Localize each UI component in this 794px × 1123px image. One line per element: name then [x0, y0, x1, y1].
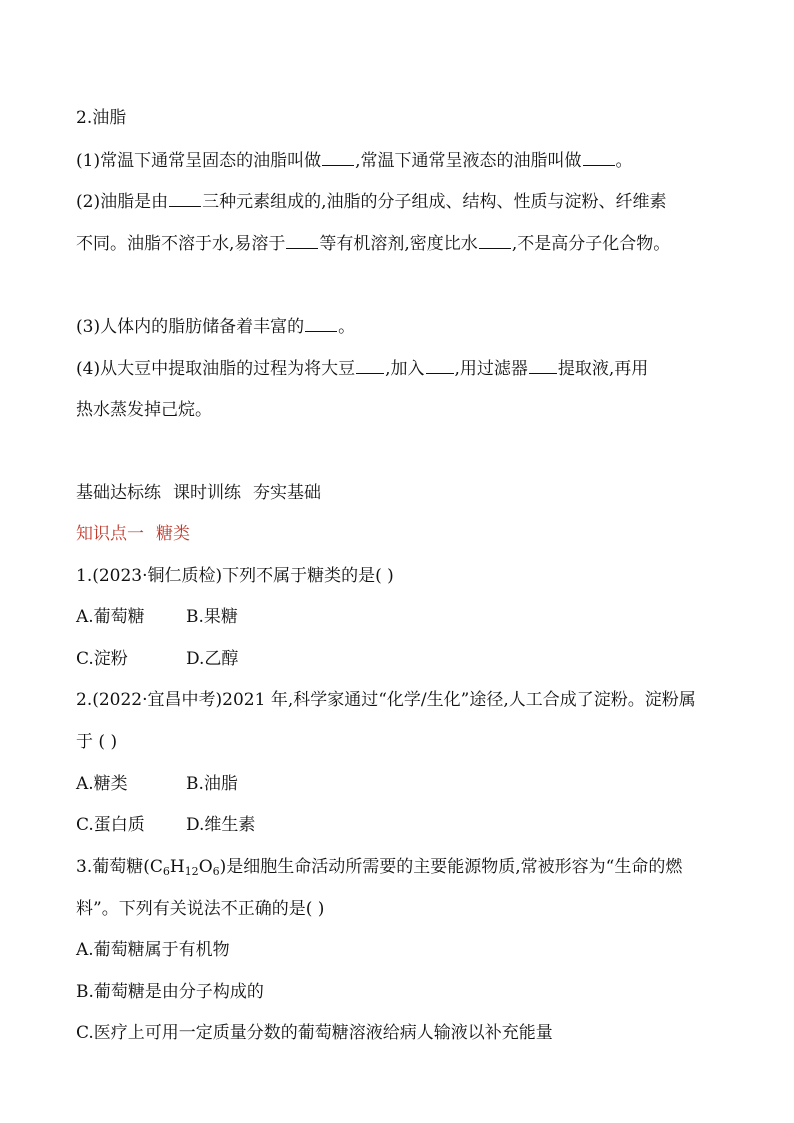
q3-text: O: [198, 857, 213, 877]
answer-blank[interactable]: [169, 190, 201, 207]
question-3-stem-line2: 料”。下列有关说法不正确的是( ): [76, 899, 325, 919]
option-b[interactable]: B.果糖: [186, 607, 238, 627]
oil-q2-line2: [76, 232, 726, 255]
question-2-options-row1: [76, 773, 726, 795]
knowledge-point-topic: 糖类: [156, 524, 190, 544]
question-2-options-row2: [76, 814, 726, 836]
knowledge-point-label: 知识点一: [76, 524, 144, 544]
answer-blank[interactable]: [583, 149, 615, 166]
question-1-stem: 1.(2023·铜仁质检)下列不属于糖类的是( ): [76, 566, 394, 586]
question-3-stem-line1: [76, 856, 726, 883]
answer-blank[interactable]: [305, 315, 337, 332]
oil-q4-line1: [76, 357, 726, 380]
q3-text: H: [169, 857, 185, 877]
section-header: [76, 482, 726, 504]
option-a[interactable]: A.糖类: [76, 774, 128, 794]
q3-text: )是细胞生命活动所需要的主要能源物质,常被形容为“生命的燃: [219, 857, 683, 877]
option-b[interactable]: B.油脂: [186, 774, 238, 794]
option-c[interactable]: C.淀粉: [76, 649, 128, 669]
oil-q2-text-a: (2)油脂是由: [76, 192, 169, 212]
question-1-options-row2: [76, 648, 726, 670]
section-header-3: 夯实基础: [253, 483, 321, 503]
option-c[interactable]: C.蛋白质: [76, 815, 145, 835]
oil-q4-text-c: ,用过滤器: [454, 359, 528, 379]
oil-q1-text-c: 。: [615, 151, 633, 171]
oil-q4-text-d: 提取液,再用: [557, 359, 649, 379]
oil-q4-line2: 热水蒸发掉己烷。: [76, 400, 212, 420]
option-a[interactable]: A.葡萄糖属于有机物: [76, 940, 230, 960]
section-header-2: 课时训练: [173, 483, 241, 503]
answer-blank[interactable]: [426, 357, 454, 374]
section-header-1: 基础达标练: [76, 483, 161, 503]
oil-q4-text-a: (4)从大豆中提取油脂的过程为将大豆: [76, 359, 356, 379]
oil-q4-text-b: ,加入: [385, 359, 425, 379]
oil-q3-text-a: (3)人体内的脂肪储备着丰富的: [76, 317, 305, 337]
answer-blank[interactable]: [356, 357, 384, 374]
answer-blank[interactable]: [322, 149, 354, 166]
question-2-stem-line1: 2.(2022·宜昌中考)2021 年,科学家通过“化学/生化”途径,人工合成了淀粉。淀粉属: [76, 690, 696, 710]
oil-q2-text-c: 不同。油脂不溶于水,易溶于: [76, 234, 286, 254]
oil-q2-text-d: 等有机溶剂,密度比水: [319, 234, 478, 254]
subscript: 6: [162, 865, 170, 878]
oil-q3-text-b: 。: [338, 317, 356, 337]
oil-heading: 2.油脂: [76, 108, 127, 128]
oil-q2-text-b: 三种元素组成的,油脂的分子组成、结构、性质与淀粉、纤维素: [202, 192, 667, 212]
subscript: 6: [212, 865, 220, 878]
option-b[interactable]: B.葡萄糖是由分子构成的: [76, 982, 264, 1002]
oil-q3: [76, 315, 726, 338]
oil-q1-text-a: (1)常温下通常呈固态的油脂叫做: [76, 151, 322, 171]
question-2-stem-line2: 于 ( ): [76, 732, 118, 752]
q3-text: 3.葡萄糖(C: [76, 857, 163, 877]
option-d[interactable]: D.乙醇: [186, 649, 239, 669]
option-a[interactable]: A.葡萄糖: [76, 607, 145, 627]
question-1-options-row1: [76, 606, 726, 628]
option-d[interactable]: D.维生素: [186, 815, 256, 835]
oil-q2-text-e: ,不是高分子化合物。: [511, 234, 671, 254]
answer-blank[interactable]: [286, 232, 318, 249]
option-c[interactable]: C.医疗上可用一定质量分数的葡萄糖溶液给病人输液以补充能量: [76, 1023, 553, 1043]
oil-q1-text-b: ,常温下通常呈液态的油脂叫做: [355, 151, 582, 171]
answer-blank[interactable]: [529, 357, 557, 374]
answer-blank[interactable]: [479, 232, 511, 249]
subscript: 12: [184, 865, 199, 878]
oil-q2-line1: [76, 190, 726, 213]
oil-q1: [76, 149, 726, 172]
knowledge-point-title: [76, 523, 726, 545]
